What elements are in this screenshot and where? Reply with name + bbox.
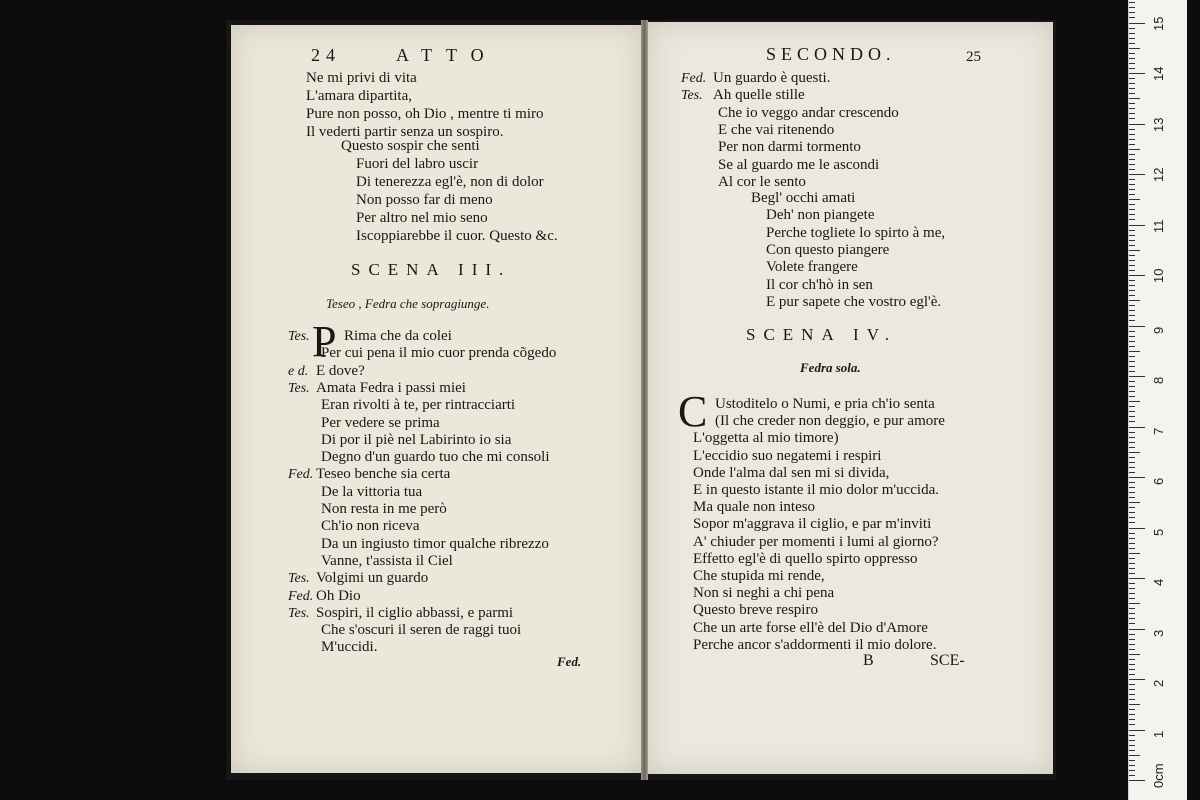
ruler-number: 9 [1151, 326, 1166, 334]
speaker-label: Tes. [288, 329, 310, 344]
dialogue-line: Volgimi un guardo [316, 570, 429, 587]
scene-cast: Teseo , Fedra che sopragiunge. [326, 296, 490, 311]
ruler-tick [1129, 250, 1140, 251]
ruler-tick [1129, 457, 1135, 458]
verse-line: Pure non posso, oh Dio , mentre ti miro [306, 106, 544, 122]
ruler-tick [1129, 578, 1145, 579]
ruler-tick [1129, 376, 1145, 377]
ruler-tick [1129, 83, 1135, 84]
ruler-tick [1129, 447, 1135, 448]
ruler-number: 8 [1151, 376, 1166, 384]
scene-title: SCENA IV. [746, 325, 898, 344]
ruler-tick [1129, 103, 1135, 104]
ruler-tick [1129, 689, 1135, 690]
ruler-tick [1129, 684, 1135, 685]
ruler-tick [1129, 593, 1135, 594]
ruler-tick [1129, 2, 1135, 3]
ruler-tick [1129, 406, 1135, 407]
speaker-label: Tes. [288, 605, 310, 621]
ruler-tick [1129, 507, 1135, 508]
ruler-tick [1129, 391, 1135, 392]
scene-cast: Fedra sola. [800, 360, 861, 375]
ruler-number: 14 [1151, 66, 1166, 81]
ruler-tick [1129, 699, 1135, 700]
signature-mark: B [863, 652, 874, 669]
ruler-tick [1129, 775, 1135, 776]
right-page [648, 22, 1053, 774]
dialogue-line: Degno d'un guardo tuo che mi consoli [321, 449, 550, 466]
ruler-tick [1129, 255, 1135, 256]
ruler-tick [1129, 346, 1135, 347]
catchword: Fed. [557, 654, 582, 669]
page-number: 25 [966, 49, 981, 65]
ruler-tick [1129, 735, 1135, 736]
ruler-tick [1129, 280, 1135, 281]
ruler-tick [1129, 159, 1135, 160]
ruler-tick [1129, 214, 1135, 215]
ruler-tick [1129, 664, 1135, 665]
gutter [641, 20, 648, 780]
ruler-tick [1129, 442, 1135, 443]
ruler-tick [1129, 411, 1135, 412]
dialogue-line: E dove? [316, 362, 365, 379]
ruler-tick [1129, 452, 1140, 453]
ruler-tick [1129, 714, 1135, 715]
left-page [231, 25, 641, 773]
ruler-tick [1129, 517, 1135, 518]
ruler-tick [1129, 709, 1135, 710]
dialogue-line: Che io veggo andar crescendo [718, 104, 899, 121]
aria-line: Begl' occhi amati [751, 190, 856, 206]
ruler-tick [1129, 98, 1140, 99]
verse-line: Onde l'alma dal sen mi si divida, [693, 464, 890, 481]
ruler-tick [1129, 124, 1145, 125]
ruler-tick [1129, 58, 1135, 59]
ruler-tick [1129, 235, 1135, 236]
ruler-tick [1129, 331, 1135, 332]
ruler-tick [1129, 704, 1140, 705]
ruler-tick [1129, 28, 1135, 29]
aria-line: Deh' non piangete [766, 207, 875, 224]
ruler-number: 5 [1151, 528, 1166, 536]
verse-line: Ma quale non inteso [693, 499, 816, 516]
verse-line: Che un arte forse ell'è del Dio d'Amore [693, 619, 928, 636]
speaker-label: Tes. [681, 88, 703, 104]
verse-line: L'oggetta al mio timore) [693, 430, 839, 447]
ruler-tick [1129, 512, 1135, 513]
ruler-tick [1129, 603, 1140, 604]
verse-line: Non posso far di meno [356, 192, 493, 208]
speaker-label: Tes. [288, 380, 310, 396]
aria-line: Il cor ch'hò in sen [766, 276, 873, 293]
ruler-tick [1129, 401, 1140, 402]
ruler-tick [1129, 553, 1140, 554]
ruler-tick [1129, 184, 1135, 185]
ruler-tick [1129, 300, 1140, 301]
ruler-tick [1129, 543, 1135, 544]
verse-line: Fuori del labro uscir [356, 156, 479, 172]
ruler-tick [1129, 209, 1135, 210]
ruler-tick [1129, 336, 1135, 337]
ruler-tick [1129, 285, 1135, 286]
ruler-tick [1129, 326, 1145, 327]
ruler-tick [1129, 164, 1135, 165]
ruler-tick [1129, 477, 1145, 478]
dialogue-line: Rima che da colei [344, 328, 452, 344]
ruler-number: 1 [1151, 730, 1166, 738]
ruler-tick [1129, 93, 1135, 94]
verse-line: Il vederti partir senza un sospiro. [306, 124, 504, 140]
ruler-tick [1129, 88, 1135, 89]
ruler-tick [1129, 154, 1135, 155]
ruler-tick [1129, 386, 1135, 387]
ruler-tick [1129, 204, 1135, 205]
ruler-tick [1129, 129, 1135, 130]
speaker-label: Fed. [288, 588, 314, 604]
dialogue-line: Ah quelle stille [713, 87, 805, 104]
dropcap: C [678, 387, 708, 436]
scene-title: SCENA III. [351, 260, 512, 279]
dialogue-line: Eran rivolti à te, per rintracciarti [321, 397, 516, 414]
ruler-tick [1129, 437, 1135, 438]
ruler-tick [1129, 260, 1135, 261]
ruler-tick [1129, 396, 1135, 397]
ruler-tick [1129, 366, 1135, 367]
running-head: SECONDO. [766, 44, 896, 64]
ruler-tick [1129, 33, 1135, 34]
ruler-tick [1129, 644, 1135, 645]
ruler-tick [1129, 573, 1135, 574]
speaker-label: Tes. [288, 571, 310, 587]
ruler-tick [1129, 315, 1135, 316]
ruler-tick [1129, 502, 1140, 503]
ruler-tick [1129, 48, 1140, 49]
ruler-tick [1129, 179, 1135, 180]
ruler-tick [1129, 361, 1135, 362]
ruler-tick [1129, 78, 1135, 79]
ruler-tick [1129, 674, 1135, 675]
ruler-tick [1129, 634, 1135, 635]
verse-line: Che stupida mi rende, [693, 568, 825, 584]
ruler-tick [1129, 174, 1145, 175]
ruler-tick [1129, 305, 1135, 306]
ruler-tick [1129, 770, 1135, 771]
ruler-tick [1129, 432, 1135, 433]
ruler-tick [1129, 189, 1135, 190]
ruler-tick [1129, 310, 1135, 311]
verse-line: Sopor m'aggrava il ciglio, e par m'inviti [693, 516, 932, 533]
verse-line: A' chiuder per momenti i lumi al giorno? [693, 533, 939, 550]
verse-line: Effetto egl'è di quello spirto oppresso [693, 550, 918, 567]
speaker-label: e d. [288, 363, 309, 379]
ruler-tick [1129, 724, 1135, 725]
ruler-tick [1129, 629, 1145, 630]
speaker-label: Fed. [681, 71, 707, 86]
ruler-tick [1129, 654, 1140, 655]
ruler-tick [1129, 290, 1135, 291]
measurement-ruler [1128, 0, 1187, 800]
ruler-tick [1129, 528, 1145, 529]
ruler-tick [1129, 740, 1135, 741]
ruler-tick [1129, 149, 1140, 150]
ruler-number: 2 [1151, 679, 1166, 687]
verse-line: Iscoppiarebbe il cuor. Questo &c. [356, 228, 558, 244]
dialogue-line: Se al guardo me le ascondi [718, 156, 880, 173]
verse-line: Non si neghi a chi pena [693, 585, 835, 602]
ruler-tick [1129, 694, 1135, 695]
ruler-tick [1129, 745, 1135, 746]
ruler-tick [1129, 240, 1135, 241]
ruler-tick [1129, 522, 1135, 523]
ruler-tick [1129, 17, 1135, 18]
ruler-tick [1129, 487, 1135, 488]
ruler-tick [1129, 194, 1135, 195]
verse-line: Di tenerezza egl'è, non di dolor [356, 174, 544, 190]
ruler-tick [1129, 320, 1135, 321]
verse-line: Questo breve respiro [693, 602, 818, 619]
ruler-tick [1129, 73, 1145, 74]
aria-line: Con questo piangere [766, 241, 890, 258]
ruler-tick [1129, 12, 1135, 13]
aria-line: Volete frangere [766, 259, 858, 276]
ruler-tick [1129, 427, 1145, 428]
ruler-tick [1129, 492, 1135, 493]
ruler-tick [1129, 613, 1135, 614]
catchword: SCE- [930, 652, 965, 669]
ruler-tick [1129, 482, 1135, 483]
ruler-tick [1129, 295, 1135, 296]
ruler-tick [1129, 538, 1135, 539]
dialogue-line: Da un ingiusto timor qualche ribrezzo [321, 535, 549, 552]
ruler-tick [1129, 230, 1135, 231]
ruler-tick [1129, 608, 1135, 609]
ruler-tick [1129, 144, 1135, 145]
ruler-tick [1129, 598, 1135, 599]
ruler-tick [1129, 588, 1135, 589]
ruler-tick [1129, 548, 1135, 549]
ruler-tick [1129, 467, 1135, 468]
ruler-tick [1129, 43, 1135, 44]
aria-line: Perche togliete lo spirto à me, [766, 224, 946, 241]
ruler-number: 13 [1151, 117, 1166, 132]
ruler-tick [1129, 719, 1135, 720]
dialogue-line: Vanne, t'assista il Ciel [321, 552, 453, 569]
ruler-tick [1129, 118, 1135, 119]
ruler-number: 4 [1151, 578, 1166, 586]
ruler-tick [1129, 416, 1135, 417]
dialogue-line: Al cor le sento [718, 173, 806, 190]
dialogue-line: Per vedere se prima [321, 414, 440, 431]
ruler-number: 7 [1151, 427, 1166, 435]
ruler-tick [1129, 134, 1135, 135]
ruler-tick [1129, 381, 1135, 382]
ruler-tick [1129, 568, 1135, 569]
ruler-tick [1129, 265, 1135, 266]
ruler-tick [1129, 23, 1145, 24]
ruler-tick [1129, 38, 1135, 39]
dropcap: P [312, 317, 337, 366]
ruler-tick [1129, 533, 1135, 534]
ruler-tick [1129, 649, 1135, 650]
ruler-tick [1129, 53, 1135, 54]
ruler-tick [1129, 679, 1145, 680]
ruler-number: 6 [1151, 477, 1166, 485]
verse-line: Ne mi privi di vita [306, 70, 417, 86]
dialogue-line: Non resta in me però [321, 501, 447, 517]
ruler-tick [1129, 765, 1135, 766]
verse-line: (Il che creder non deggio, e pur amore [715, 413, 945, 430]
speaker-label: Fed. [288, 467, 314, 483]
ruler-tick [1129, 7, 1135, 8]
ruler-number: 10 [1151, 268, 1166, 283]
running-head: ATTO [396, 45, 498, 65]
ruler-tick [1129, 219, 1135, 220]
ruler-tick [1129, 750, 1135, 751]
ruler-tick [1129, 199, 1140, 200]
ruler-tick [1129, 558, 1135, 559]
ruler-tick [1129, 618, 1135, 619]
ruler-tick [1129, 108, 1135, 109]
ruler-number: 3 [1151, 629, 1166, 637]
verse-line: L'amara dipartita, [306, 88, 412, 104]
dialogue-line: Teseo benche sia certa [316, 466, 451, 483]
ruler-number: 0cm [1151, 763, 1166, 788]
ruler-tick [1129, 462, 1135, 463]
dialogue-line: Per non darmi tormento [718, 139, 861, 156]
ruler-tick [1129, 760, 1135, 761]
page-number: 24 [311, 45, 341, 65]
ruler-tick [1129, 623, 1135, 624]
ruler-tick [1129, 341, 1135, 342]
dialogue-line: Per cui pena il mio cuor prenda cõgedo [321, 345, 557, 362]
dialogue-line: Di por il piè nel Labirinto io sia [321, 431, 512, 448]
ruler-tick [1129, 371, 1135, 372]
ruler-number: 12 [1151, 167, 1166, 182]
ruler-tick [1129, 563, 1135, 564]
verse-line: Perche ancor s'addormenti il mio dolore. [693, 636, 937, 653]
ruler-tick [1129, 270, 1135, 271]
ruler-tick [1129, 113, 1135, 114]
dialogue-line: Amata Fedra i passi miei [316, 379, 466, 396]
ruler-tick [1129, 169, 1135, 170]
ruler-tick [1129, 356, 1135, 357]
ruler-tick [1129, 139, 1135, 140]
ruler-tick [1129, 421, 1135, 422]
ruler-tick [1129, 780, 1145, 781]
ruler-tick [1129, 497, 1135, 498]
ruler-tick [1129, 659, 1135, 660]
dialogue-line: Oh Dio [316, 587, 361, 604]
dialogue-line: E che vai ritenendo [718, 121, 835, 138]
verse-line: L'eccidio suo negatemi i respiri [693, 447, 882, 464]
ruler-tick [1129, 730, 1145, 731]
dialogue-line: Che s'oscuri il seren de raggi tuoi [321, 622, 522, 639]
verse-line: Per altro nel mio seno [356, 210, 488, 226]
dialogue-line: Sospiri, il ciglio abbassi, e parmi [316, 604, 514, 621]
verse-line: E in questo istante il mio dolor m'uccida. [693, 482, 939, 498]
ruler-number: 15 [1151, 16, 1166, 31]
ruler-tick [1129, 63, 1135, 64]
verse-line: Questo sospir che senti [341, 138, 480, 154]
verse-line: Ustoditelo o Numi, e pria ch'io senta [715, 396, 935, 412]
ruler-number: 11 [1151, 219, 1166, 233]
ruler-tick [1129, 583, 1135, 584]
dialogue-line: Un guardo è questi. [713, 70, 831, 86]
ruler-tick [1129, 351, 1140, 352]
dialogue-line: De la vittoria tua [321, 483, 423, 500]
ruler-tick [1129, 639, 1135, 640]
ruler-tick [1129, 472, 1135, 473]
ruler-tick [1129, 275, 1145, 276]
ruler-tick [1129, 225, 1145, 226]
ruler-tick [1129, 245, 1135, 246]
ruler-tick [1129, 755, 1140, 756]
open-book [226, 20, 1056, 780]
aria-line: E pur sapete che vostro egl'è. [766, 293, 942, 310]
ruler-tick [1129, 68, 1135, 69]
dialogue-line: M'uccidi. [321, 639, 378, 656]
ruler-tick [1129, 669, 1135, 670]
dialogue-line: Ch'io non riceva [321, 518, 420, 535]
